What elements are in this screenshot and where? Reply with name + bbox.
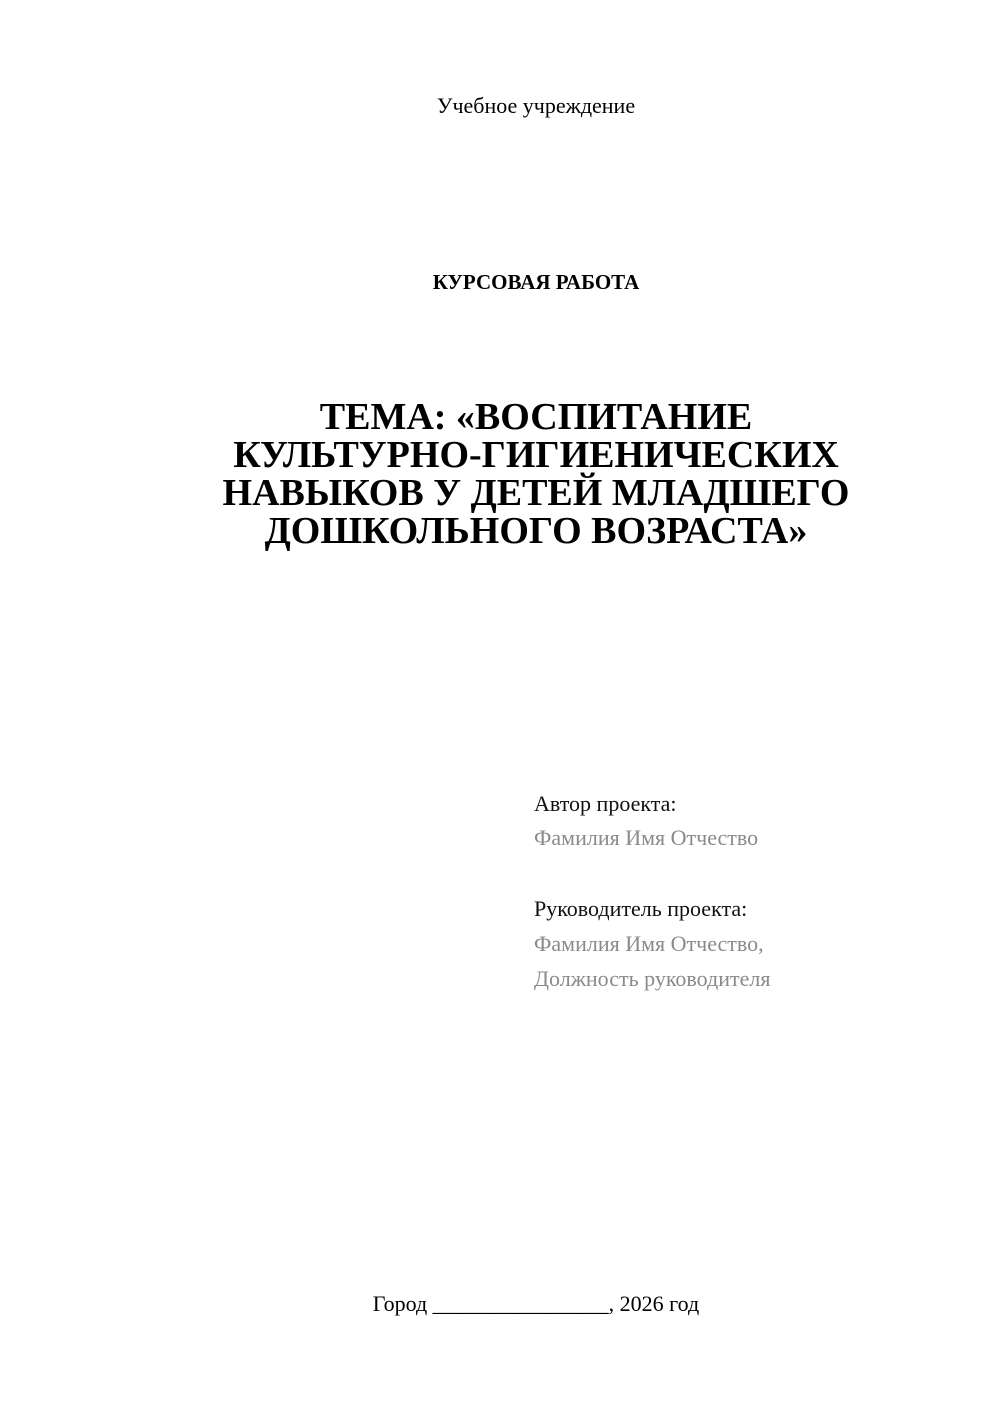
author-label: Автор проекта:	[534, 791, 677, 816]
author-name-placeholder: Фамилия Имя Отчество	[534, 825, 759, 850]
topic-line: ТЕМА: «ВОСПИТАНИЕ	[319, 396, 753, 438]
city-year-line: Город ________________, 2026 год	[372, 1291, 700, 1316]
document-type-heading: КУРСОВАЯ РАБОТА	[432, 270, 640, 294]
topic-line: ДОШКОЛЬНОГО ВОЗРАСТА»	[264, 510, 808, 552]
topic-line: НАВЫКОВ У ДЕТЕЙ МЛАДШЕГО	[222, 472, 850, 514]
supervisor-name-placeholder: Фамилия Имя Отчество,	[534, 931, 764, 956]
topic-line: КУЛЬТУРНО-ГИГИЕНИЧЕСКИХ	[233, 434, 839, 476]
institution-name: Учебное учреждение	[436, 93, 636, 118]
topic-title	[0, 398, 1000, 550]
supervisor-label: Руководитель проекта:	[534, 896, 748, 921]
supervisor-position-placeholder: Должность руководителя	[534, 966, 771, 991]
